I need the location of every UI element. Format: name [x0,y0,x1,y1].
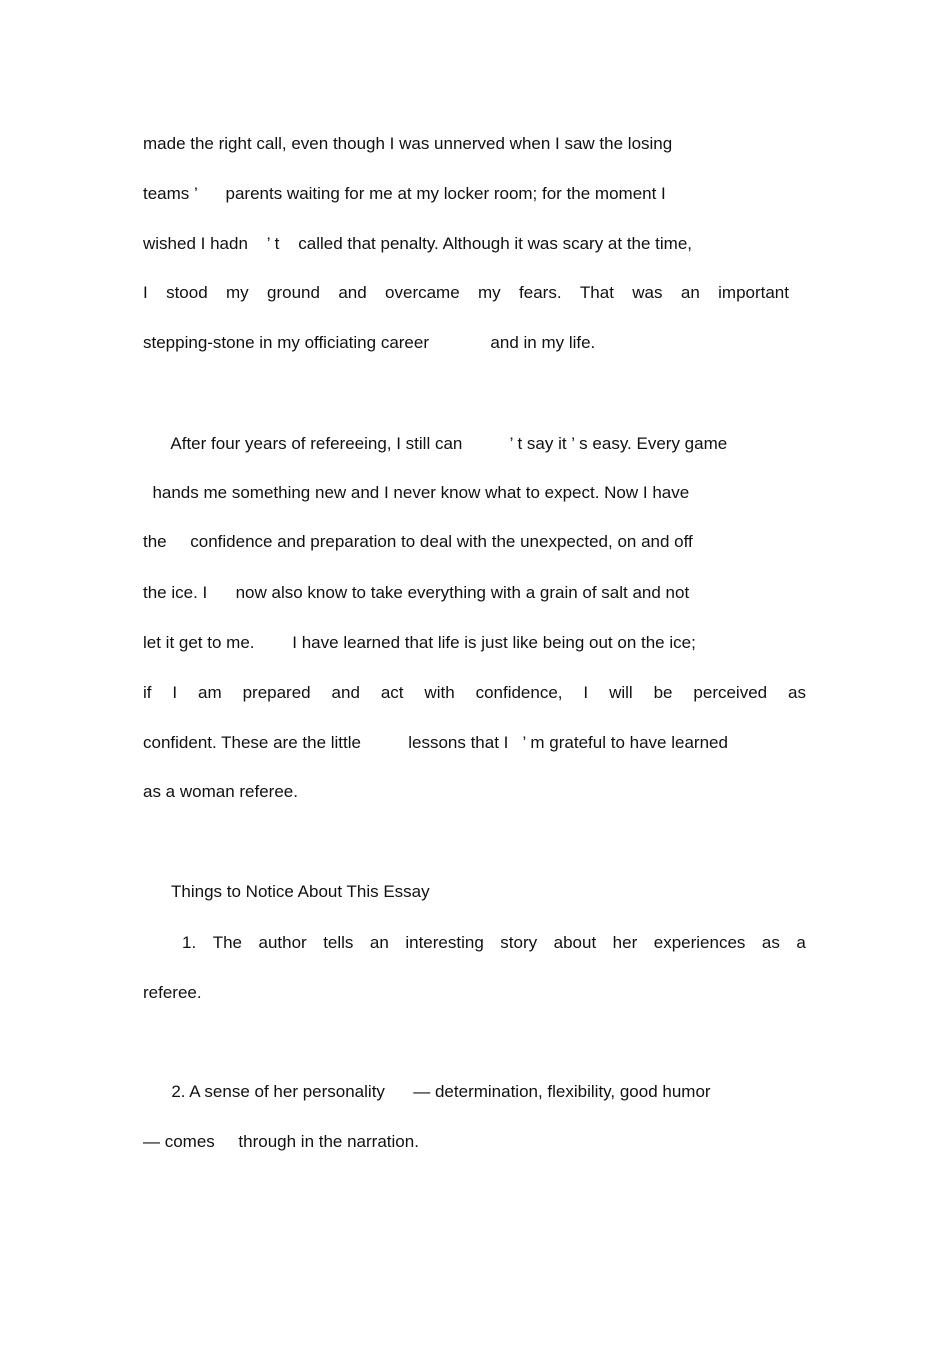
word: with [424,683,455,702]
word: as [788,683,806,702]
word: fears. [519,283,562,302]
word: her [612,933,638,952]
word: ground [267,283,320,302]
notice-item-1-line-1 [182,932,806,954]
notice-item-1-line-2: referee. [143,983,202,1002]
word: and [331,683,360,702]
word: stood [166,283,208,302]
word: my [226,283,249,302]
paragraph-2-line-4: the ice. I now also know to take everything with a grain of salt and not [143,583,690,602]
paragraph-1-line-4 [143,282,789,304]
paragraph-2-line-1: After four years of refereeing, I still can ’ t say it ’ s easy. Every game [143,434,728,453]
word: important [718,283,789,302]
word: am [198,683,222,702]
notice-item-2-line-1: 2. A sense of her personality — determination, flexibility, good humor [143,1082,711,1101]
word: an [680,283,700,302]
paragraph-1-line-3: wished I hadn ’ t called that penalty. Although it was scary at the time, [143,234,693,253]
word: and [338,283,367,302]
word: will [609,683,633,702]
word: story [500,933,538,952]
word: as [761,933,780,952]
paragraph-1-line-2: teams ’ parents waiting for me at my locker room; for the moment I [143,184,666,203]
paragraph-2-line-2: hands me something new and I never know what to expect. Now I have [143,483,690,502]
word: author [258,933,307,952]
word: perceived [693,683,768,702]
word: 1. [182,933,197,952]
word: confidence, [475,683,563,702]
word: about [553,933,597,952]
paragraph-2-line-3: the confidence and preparation to deal with the unexpected, on and off [143,532,693,551]
word: The [212,933,242,952]
word: be [653,683,673,702]
paragraph-2-line-6 [143,682,806,704]
paragraph-1-line-5: stepping-stone in my officiating career and in my life. [143,333,596,352]
paragraph-2-line-5: let it get to me. I have learned that life is just like being out on the ice; [143,633,696,652]
word: I [143,283,148,302]
paragraph-2-line-8: as a woman referee. [143,782,298,801]
word: I [583,683,589,702]
word: interesting [405,933,484,952]
paragraph-2-line-7: confident. These are the little lessons that I ’ m grateful to have learned [143,733,728,752]
notice-item-2-line-2: — comes through in the narration. [143,1132,419,1151]
word: experiences [653,933,746,952]
word: was [632,283,663,302]
paragraph-1-line-1: made the right call, even though I was unnerved when I saw the losing [143,134,673,153]
word: a [796,933,806,952]
word: act [380,683,404,702]
word: overcame [385,283,460,302]
word: I [172,683,178,702]
word: prepared [242,683,311,702]
word: an [369,933,389,952]
word: my [478,283,501,302]
word: That [579,283,614,302]
word: if [143,683,152,702]
notice-heading: Things to Notice About This Essay [143,882,430,901]
word: tells [323,933,354,952]
